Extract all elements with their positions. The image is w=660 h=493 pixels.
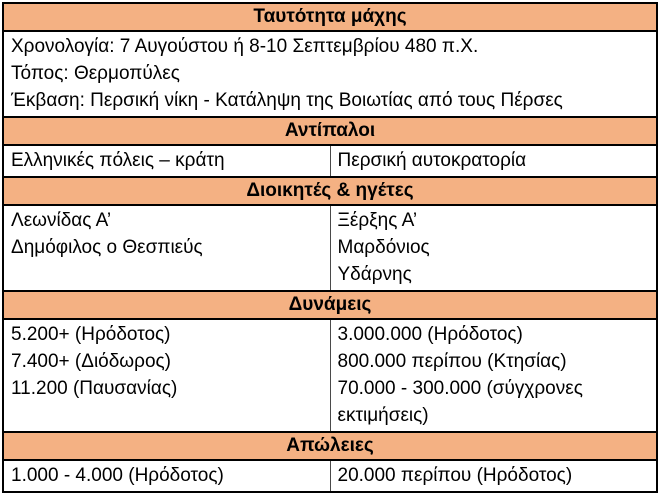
section-header-commanders: Διοικητές & ηγέτες (3, 177, 657, 205)
identity-line-result: Έκβαση: Περσική νίκη - Κατάληψη της Βοιωτίας από τους Πέρσες (11, 90, 563, 111)
identity-line-place: Τόπος: Θερμοπύλες (11, 63, 180, 84)
forces-greek-herodotus: 5.200+ (Ηρόδοτος) (11, 324, 171, 345)
section-header-belligerents: Αντίπαλοι (3, 117, 657, 145)
battle-infobox-table (2, 2, 658, 493)
section-header-row-commanders (3, 177, 657, 205)
section-header-row-forces (3, 291, 657, 319)
forces-left-cell (3, 319, 330, 432)
belligerents-row (3, 145, 657, 177)
casualties-right-cell (330, 460, 657, 492)
forces-greek-pausanias: 11.200 (Παυσανίας) (11, 378, 178, 399)
section-header-row-casualties (3, 432, 657, 460)
commanders-left-cell (3, 205, 330, 291)
forces-row (3, 319, 657, 432)
belligerents-left-cell (3, 145, 330, 177)
commander-leonidas: Λεωνίδας Α’ (11, 210, 112, 231)
forces-persian-modern: 70.000 - 300.000 (σύγχρονες εκτιμήσεις) (337, 378, 583, 426)
casualties-persian: 20.000 περίπου (Ηρόδοτος) (337, 465, 573, 486)
commanders-right-cell (330, 205, 657, 291)
identity-line-date: Χρονολογία: 7 Αυγούστου ή 8-10 Σεπτεμβρίου 480 π.Χ. (11, 36, 479, 57)
section-header-row-belligerents (3, 117, 657, 145)
forces-persian-ctesias: 800.000 περίπου (Κτησίας) (337, 351, 567, 372)
forces-right-cell (330, 319, 657, 432)
casualties-greek: 1.000 - 4.000 (Ηρόδοτος) (11, 465, 224, 486)
section-header-row-identity (3, 3, 657, 31)
belligerents-right-cell (330, 145, 657, 177)
commander-mardonius: Μαρδόνιος (337, 237, 430, 258)
commander-demophilus: Δημόφιλος ο Θεσπιεύς (11, 237, 203, 258)
identity-cell (3, 31, 657, 117)
casualties-left-cell (3, 460, 330, 492)
commander-xerxes: Ξέρξης Α’ (337, 210, 418, 231)
commander-hydarnes: Υδάρνης (337, 264, 412, 285)
casualties-row (3, 460, 657, 492)
forces-greek-diodorus: 7.400+ (Διόδωρος) (11, 351, 171, 372)
identity-row (3, 31, 657, 117)
forces-persian-herodotus: 3.000.000 (Ηρόδοτος) (337, 324, 523, 345)
section-header-identity: Ταυτότητα μάχης (3, 3, 657, 31)
belligerent-persian: Περσική αυτοκρατορία (337, 150, 527, 171)
commanders-row (3, 205, 657, 291)
section-header-casualties: Απώλειες (3, 432, 657, 460)
belligerent-greek: Ελληνικές πόλεις – κράτη (11, 150, 225, 171)
section-header-forces: Δυνάμεις (3, 291, 657, 319)
